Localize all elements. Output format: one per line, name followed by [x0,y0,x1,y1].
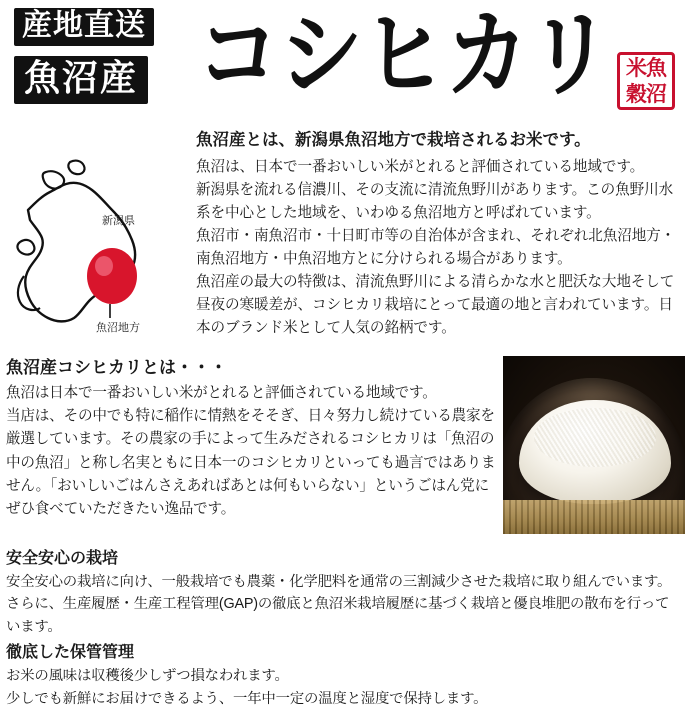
stamp-line-2: 穀沼 [626,83,666,106]
rice-grain-stamp-icon [617,52,675,110]
storage-paragraph-1: お米の風味は収穫後少しずつ損なわれます。 [6,668,289,685]
stamp-line-1: 米魚 [626,57,666,80]
safety-section [6,547,679,638]
intro-paragraph-1: 魚沼は、日本で一番おいしい米がとれると評価されている地域です。 [196,158,645,175]
intro-paragraph-4: 魚沼産の最大の特徴は、清流魚野川による清らかな水と肥沃な大地そして昼夜の寒暖差が、コシヒカリ栽培にとって最適の地と言われています。日本のブランド米として人気の銘柄です。 [196,273,675,337]
intro-title: 魚沼産とは、新潟県魚沼地方で栽培されるお米です。 [196,131,591,149]
intro-body [196,156,680,340]
product-title: コシヒカリ [196,2,612,108]
koshihikari-text-block [6,356,500,522]
bamboo-mat [503,500,685,534]
storage-paragraph-2: 少しでも新鮮にお届けできるよう、一年中一定の温度と湿度で保持します。 [6,690,488,707]
koshihikari-paragraph-1: 魚沼は日本で一番おいしい米がとれると評価されている地域です。 [6,384,437,401]
safety-paragraph-1: 安全安心の栽培に向け、一般栽培でも農薬・化学肥料を通常の三割減少させた栽培に取り組んでいます。 [6,574,672,590]
storage-heading: 徹底した保管管理 [6,644,135,662]
koshihikari-section [0,356,685,544]
intro-paragraph-3: 魚沼市・南魚沼市・十日町市等の自治体が含まれ、それぞれ北魚沼地方・南魚沼地方・中魚沼地方とに分けられる場合があります。 [196,227,676,267]
map-label-uonuma: 魚沼地方 [96,322,140,334]
safety-paragraph-2: さらに、生産履歴・生産工程管理(GAP)の徹底と魚沼米栽培履歴に基づく栽培と優良堆肥の散布を行っています。 [6,596,670,635]
intro-paragraph-2: 新潟県を流れる信濃川、その支流に清流魚野川があります。この魚野川水系を中心とした地域を、いわゆる魚沼地方と呼ばれています。 [196,181,674,221]
rice-bowl-photo [503,356,685,534]
header-banner [0,0,685,122]
badge-uonuma-origin: 魚沼産 [14,56,148,104]
koshihikari-paragraph-2: 当店は、その中でも特に稲作に情熱をそそぎ、日々努力し続けている農家を厳選しています。その農家の手によって生みだされるコシヒカリは「魚沼の中の魚沼」と称し名実ともに日本一のコシヒカリといっても過言ではありません。「おいしいごはんさえあればあとは何もいらない」というごはん党にぜひ食べていただきたい逸品です。 [6,407,496,518]
safety-heading: 安全安心の栽培 [6,550,119,567]
intro-section [0,122,685,354]
badge-direct-from-producer: 産地直送 [14,8,154,46]
map-label-niigata: 新潟県 [102,215,135,227]
niigata-map-illustration [6,126,192,352]
storage-section [6,641,679,710]
koshihikari-heading: 魚沼産コシヒカリとは・・・ [6,358,227,377]
intro-text-block [196,128,680,340]
